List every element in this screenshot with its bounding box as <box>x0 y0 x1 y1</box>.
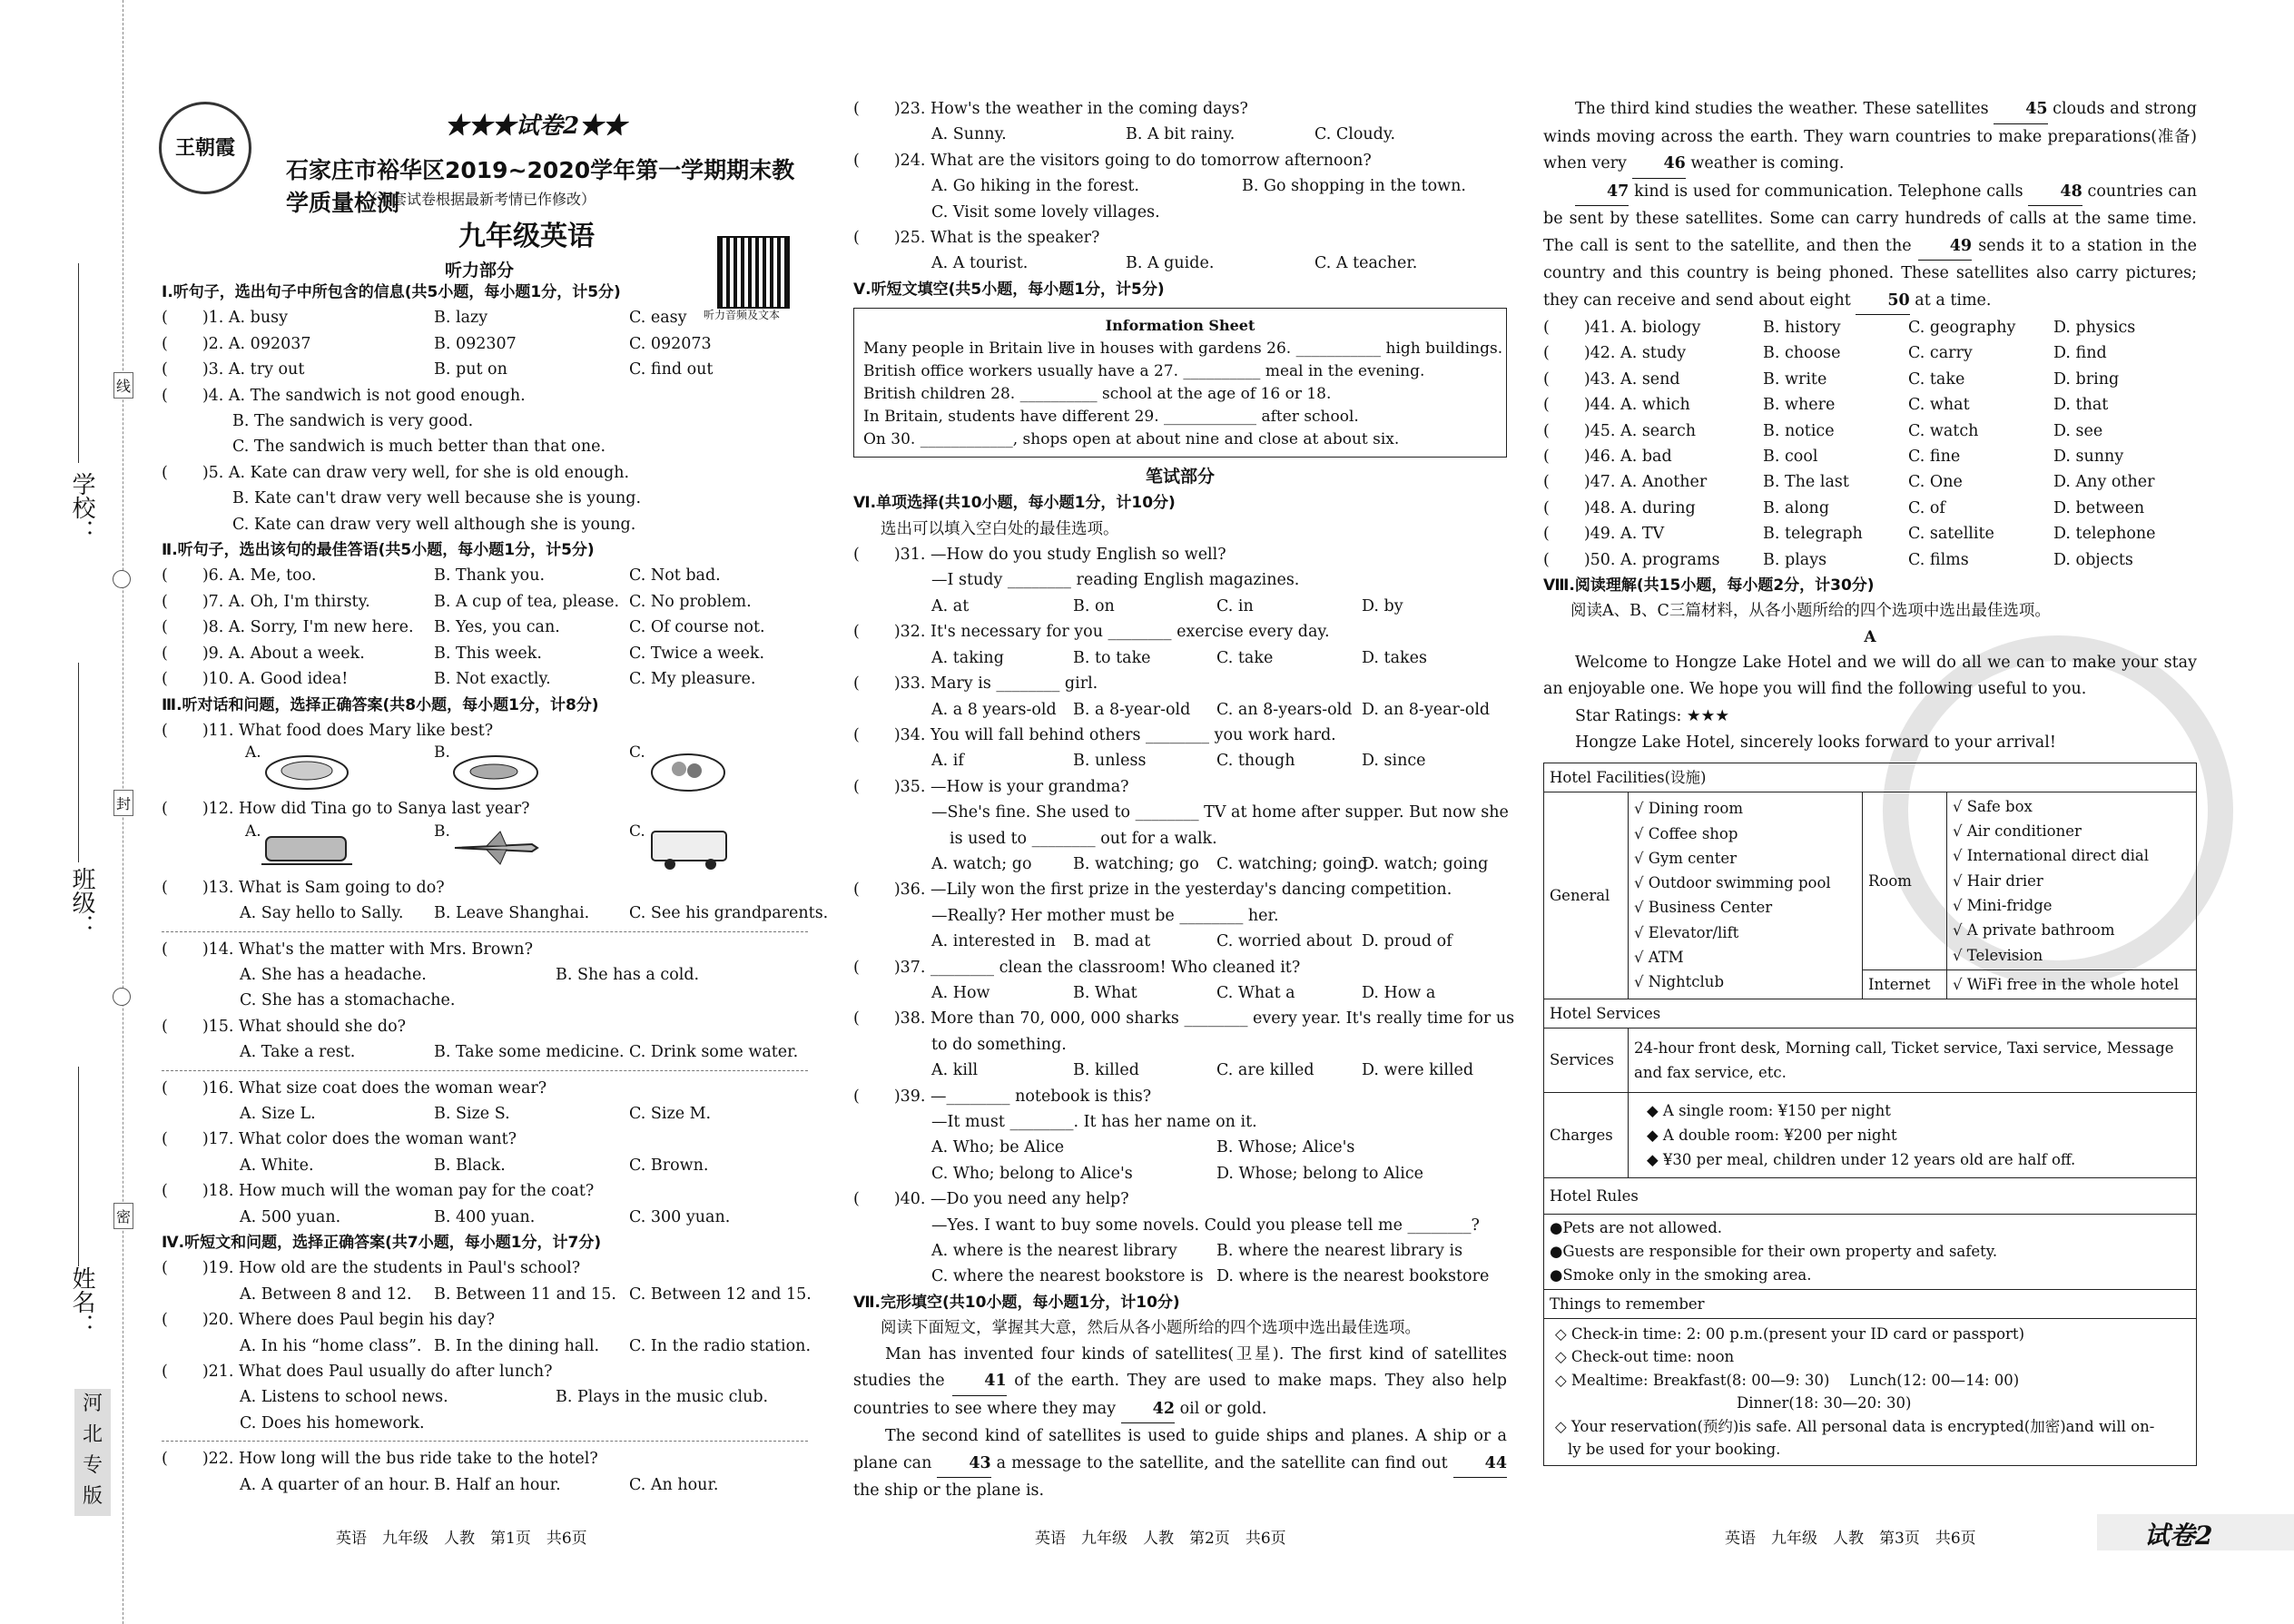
options: A. Say hello to Sally. B. Leave Shanghai. C. See his grandparents. <box>240 904 829 923</box>
question-7[interactable]: ( )7. A. Oh, I'm thirsty. B. A cup of tea, please. C. No problem. <box>162 592 752 611</box>
question-36[interactable]: ( )36. —Lily won the first prize in the yesterday's dancing competition. <box>853 881 1452 900</box>
question-48[interactable]: ( )48. A. during B. along C. of D. between <box>1543 498 2145 517</box>
option: C. Does his homework. <box>240 1413 425 1432</box>
services-text: 24-hour front desk, Morning call, Ticket service, Taxi service, Message and fax service, etc. <box>1629 1028 2197 1092</box>
question-21[interactable]: ( )21. What does Paul usually do after lunch? <box>162 1363 553 1382</box>
remember-heading: Things to remember <box>1544 1289 2197 1318</box>
remember-list: ◇ Check-in time: 2: 00 p.m.(present your ID card or passport) ◇ Check-out time: noon ◇ Mealtime: Breakfast(8: 00—9: 30) Lunch(12: 00—14: 00) Dinner(18: 30—20: 30) ◇ Your reservation(预约)is safe. All personal data is encrypted(加密)and will on- ly be used for your booking. <box>1544 1318 2197 1465</box>
options: A. Listens to school news. B. Plays in the music club. <box>240 1388 769 1407</box>
line-mark: 线 <box>113 372 133 399</box>
blank-42[interactable]: 42 <box>1121 1396 1175 1424</box>
options: A. Sunny. B. A bit rainy. C. Cloudy. <box>931 125 1396 144</box>
internet-label: Internet <box>1863 969 1947 999</box>
page-footer: 英语 九年级 人教 第1页 共6页 <box>336 1530 587 1548</box>
blank-48[interactable]: 48 <box>2028 179 2082 207</box>
options: A. A tourist. B. A guide. C. A teacher. <box>931 254 1418 273</box>
options: A. Take a rest. B. Take some medicine. C. Drink some water. <box>240 1043 799 1062</box>
name-field[interactable] <box>78 1067 79 1266</box>
section-heading: Ⅳ.听短文和问题，选择正确答案(共7小题，每小题1分，计7分) <box>162 1234 602 1252</box>
information-sheet <box>853 308 1507 458</box>
question-49[interactable]: ( )49. A. TV B. telegraph C. satellite D. telephone <box>1543 525 2156 544</box>
options: A. interested in B. mad at C. worried about D. proud of <box>931 932 1452 951</box>
listening-section <box>162 280 829 1498</box>
question-23[interactable]: ( )23. How's the weather in the coming days? <box>853 100 1248 118</box>
question-15[interactable]: ( )15. What should she do? <box>162 1017 407 1036</box>
divider <box>162 1070 808 1071</box>
cloze-passage-cont: The third kind studies the weather. These satellites 45 clouds and strong winds moving across the earth. They warn countries to make preparations(准备) when very 46 weather is coming. 47 kind is used for communication. Telephone calls 48 countries can be sent by these satellites. Some can carry hundreds of calls at the same time. The call is sent to the satellite, and then the 49 sends it to a station in the country and this country is being phoned. These satellites also carry pictures; they can receive and send about eight 50 at a time. <box>1543 96 2197 315</box>
region-badge: 河 北 专 版 <box>74 1389 111 1516</box>
exam-title: 石家庄市裕华区2019~2020学年第一学期期末教学质量检测 <box>286 157 795 216</box>
section-heading: Ⅴ.听短文填空(共5小题，每小题1分，计5分) <box>853 280 1165 299</box>
question-40[interactable]: ( )40. —Do you need any help? <box>853 1190 1129 1209</box>
section-heading: Ⅷ.阅读理解(共15小题，每小题2分，计30分) <box>1543 576 1875 595</box>
question-14[interactable]: ( )14. What's the matter with Mrs. Brown? <box>162 940 533 959</box>
options: A. Between 8 and 12. B. Between 11 and 15. C. Between 12 and 15. <box>240 1284 812 1304</box>
services-label: Services <box>1544 1028 1629 1092</box>
noodles-plate-icon[interactable] <box>261 747 352 792</box>
option: C. Visit some lovely villages. <box>931 202 1160 221</box>
line: —It must ________. It has her name on it. <box>931 1113 1257 1131</box>
seal-mark: 封 <box>113 790 133 816</box>
section-heading: Ⅰ.听句子，选出句子中所包含的信息(共5小题，每小题1分，计5分) <box>162 283 621 301</box>
school-label: 学校： <box>68 472 95 543</box>
page-2 <box>853 0 1515 1624</box>
options: A. 500 yuan. B. 400 yuan. C. 300 yuan. <box>240 1207 731 1226</box>
line: to do something. <box>931 1035 1067 1054</box>
question-37[interactable]: ( )37. ________ clean the classroom! Who cleaned it? <box>853 958 1301 977</box>
options: A. In his “home class”. B. In the dining hall. C. In the radio station. <box>240 1336 812 1355</box>
cloze-passage: Man has invented four kinds of satellites(卫星). The first kind of satellites studies the 41 of the earth. They are used to make maps. They also help countries to see where they may 42 oil or gold. The second kind of satellites is used to guide ships and planes. A ship or a plane can 43 a message to the satellite, and the satellite can find out 44 the ship or the plane is. <box>853 1344 1508 1501</box>
options: C. Who; belong to Alice's D. Whose; belong to Alice <box>931 1164 1423 1183</box>
subject-title: 九年级英语 <box>458 221 595 252</box>
options: A. A quarter of an hour. B. Half an hour. C. An hour. <box>240 1475 719 1494</box>
question-2[interactable]: ( )2. A. 092037 B. 092307 C. 092073 <box>162 334 712 353</box>
brand-logo: 王朝霞 <box>159 102 251 194</box>
school-field[interactable] <box>78 263 79 463</box>
option: C. Kate can draw very well although she is young. <box>232 515 636 534</box>
option: B. Kate can't draw very well because she is young. <box>232 489 642 508</box>
rules-heading: Hotel Rules <box>1544 1177 2197 1214</box>
section-heading: Ⅲ.听对话和问题，选择正确答案(共8小题，每小题1分，计8分) <box>162 695 599 714</box>
section-note: 阅读下面短文，掌握其大意，然后从各小题所给的四个选项中选出最佳选项。 <box>881 1319 1421 1338</box>
question-44[interactable]: ( )44. A. which B. where C. what D. that <box>1543 396 2109 415</box>
question-47[interactable]: ( )47. A. Another B. The last C. One D. Any other <box>1543 473 2155 492</box>
options: A. She has a headache. B. She has a cold. <box>240 965 700 984</box>
question-45[interactable]: ( )45. A. search B. notice C. watch D. see <box>1543 421 2103 440</box>
question-6[interactable]: ( )6. A. Me, too. B. Thank you. C. Not bad. <box>162 566 721 586</box>
class-field[interactable] <box>78 663 79 862</box>
question-17[interactable]: ( )17. What color does the woman want? <box>162 1130 517 1149</box>
blank-49[interactable]: 49 <box>1918 233 1972 261</box>
hotel-info-table <box>1543 763 2197 1466</box>
footer-badge: 试卷2 <box>2097 1514 2294 1550</box>
question-4[interactable]: ( )4. A. The sandwich is not good enough. <box>162 386 526 405</box>
options: A. Go hiking in the forest. B. Go shopping in the town. <box>931 177 1466 196</box>
question-32[interactable]: ( )32. It's necessary for you ________ exercise every day. <box>853 623 1330 642</box>
blank-29[interactable]: In Britain, students have different 29. ____________ after school. <box>863 408 1359 427</box>
class-label: 班级： <box>68 867 95 938</box>
section-heading: Ⅶ.完形填空(共10小题，每小题1分，计10分) <box>853 1293 1180 1312</box>
services-heading: Hotel Services <box>1544 999 2197 1028</box>
question-19[interactable]: ( )19. How old are the students in Paul's school? <box>162 1259 581 1278</box>
info-title: Information Sheet <box>1105 317 1255 335</box>
question-34[interactable]: ( )34. You will fall behind others ________ you work hard. <box>853 725 1336 744</box>
section-note: 阅读A、B、C三篇材料，从各小题所给的四个选项中选出最佳选项。 <box>1570 602 2051 621</box>
question-8[interactable]: ( )8. A. Sorry, I'm new here. B. Yes, you can. C. Of course not. <box>162 618 765 637</box>
question-9[interactable]: ( )9. A. About a week. B. This week. C. Twice a week. <box>162 644 765 663</box>
divider <box>162 1441 808 1442</box>
question-41[interactable]: ( )41. A. biology B. history C. geography D. physics <box>1543 319 2136 337</box>
question-35[interactable]: ( )35. —How is your grandma? <box>853 777 1129 796</box>
line: —I study ________ reading English magazines. <box>931 571 1300 590</box>
fish-plate-icon[interactable] <box>450 747 541 792</box>
bus-icon[interactable] <box>647 826 733 871</box>
page-1 <box>154 0 829 1624</box>
blank-26[interactable]: Many people in Britain live in houses with gardens 26. ___________ high buildings. <box>863 340 1503 359</box>
blank-50[interactable]: 50 <box>1856 288 1909 316</box>
blank-43[interactable]: 43 <box>937 1451 990 1479</box>
question-3[interactable]: ( )3. A. try out B. put on C. find out <box>162 360 714 379</box>
blank-47[interactable]: 47 <box>1575 179 1629 207</box>
binding-hole-icon <box>113 988 131 1006</box>
question-39[interactable]: ( )39. —________ notebook is this? <box>853 1087 1152 1106</box>
listening-label: 听力部分 <box>445 261 515 281</box>
question-24[interactable]: ( )24. What are the visitors going to do tomorrow afternoon? <box>853 151 1372 170</box>
line: —She's fine. She used to ________ TV at home after supper. But now she <box>931 803 1509 822</box>
question-38[interactable]: ( )38. More than 70, 000, 000 sharks ________ every year. It's really time for us <box>853 1009 1515 1029</box>
options: A. a 8 years-old B. a 8-year-old C. an 8-years-old D. an 8-year-old <box>931 700 1491 719</box>
options: A. taking B. to take C. take D. takes <box>931 648 1427 667</box>
options: C. where the nearest bookstore is D. where is the nearest bookstore <box>931 1267 1490 1286</box>
line: is used to ________ out for a walk. <box>950 829 1217 848</box>
blank-28[interactable]: British children 28. __________ school at the age of 16 or 18. <box>863 385 1332 404</box>
charges-list: ◆ A single room: ¥150 per night ◆ A double room: ¥200 per night ◆ ¥30 per meal, children under 12 years old are half off. <box>1629 1092 2197 1177</box>
name-label: 姓名： <box>68 1266 95 1337</box>
page-footer: 英语 九年级 人教 第3页 共6页 <box>1725 1530 1976 1548</box>
general-list: √ Dining room √ Coffee shop √ Gym center √ Outdoor swimming pool √ Business Center √ Elevator/lift √ ATM √ Nightclub <box>1629 792 1863 999</box>
section-heading: Ⅱ.听句子，选出该句的最佳答语(共5小题，每小题1分，计5分) <box>162 541 595 560</box>
binding-hole-icon <box>113 570 131 588</box>
general-label: General <box>1544 792 1629 999</box>
paper-label: ★★★试卷2★★ <box>445 113 627 140</box>
blank-46[interactable]: 46 <box>1632 151 1686 179</box>
rules-list: ●Pets are not allowed. ●Guests are responsible for their own property and safety. ●Smoke only in the smoking area. <box>1544 1214 2197 1289</box>
options: A. How B. What C. What a D. How a <box>931 983 1436 1002</box>
blank-30[interactable]: On 30. ____________, shops open at about nine and close at about six. <box>863 430 1400 449</box>
question-46[interactable]: ( )46. A. bad B. cool C. fine D. sunny <box>1543 448 2124 467</box>
blank-41[interactable]: 41 <box>952 1368 1006 1396</box>
picture-options: A. B. C. <box>162 822 808 875</box>
train-icon[interactable] <box>261 828 352 870</box>
question-50[interactable]: ( )50. A. programs B. plays C. films D. objects <box>1543 550 2133 569</box>
options: A. where is the nearest library B. where the nearest library is <box>931 1242 1463 1261</box>
salad-plate-icon[interactable] <box>647 743 729 794</box>
charges-label: Charges <box>1544 1092 1629 1177</box>
question-25[interactable]: ( )25. What is the speaker? <box>853 229 1100 248</box>
section-heading: Ⅵ.单项选择(共10小题，每小题1分，计10分) <box>853 494 1176 513</box>
question-1[interactable]: ( )1. A. busy B. lazy C. easy <box>162 309 687 328</box>
question-12[interactable]: ( )12. How did Tina go to Sanya last year? <box>162 800 530 819</box>
blank-44[interactable]: 44 <box>1453 1451 1507 1479</box>
question-13[interactable]: ( )13. What is Sam going to do? <box>162 878 445 897</box>
passage-a-intro: Welcome to Hongze Lake Hotel and we will do all we can to make your stay an enjoyable one. We hope you will find the following useful to you. Star Ratings: ★★★ Hongze Lake Hotel, sincerely looks forward to your arrival! <box>1543 653 2197 753</box>
question-33[interactable]: ( )33. Mary is ________ girl. <box>853 674 1098 694</box>
question-31[interactable]: ( )31. —How do you study English so well? <box>853 546 1226 565</box>
question-18[interactable]: ( )18. How much will the woman pay for the coat? <box>162 1182 595 1201</box>
blank-45[interactable]: 45 <box>1994 96 2047 124</box>
question-22[interactable]: ( )22. How long will the bus ride take to the hotel? <box>162 1450 598 1469</box>
options: A. White. B. Black. C. Brown. <box>240 1156 709 1175</box>
page-footer: 英语 九年级 人教 第2页 共6页 <box>1035 1530 1286 1548</box>
exam-note: （本套试卷根据最新考情已作修改） <box>363 191 596 208</box>
page-3 <box>1543 0 2213 1624</box>
divider <box>162 931 808 932</box>
options: A. kill B. killed C. are killed D. were killed <box>931 1061 1474 1080</box>
binding-margin <box>0 0 145 1624</box>
option: B. The sandwich is very good. <box>232 412 474 431</box>
options: A. Size L. B. Size S. C. Size M. <box>240 1104 712 1123</box>
facilities-heading: Hotel Facilities(设施) <box>1544 763 2197 792</box>
picture-options: A. B. C. <box>162 743 808 796</box>
line: —Yes. I want to buy some novels. Could you please tell me ________? <box>931 1216 1480 1235</box>
question-43[interactable]: ( )43. A. send B. write C. take D. bring <box>1543 369 2120 389</box>
option: C. The sandwich is much better than that one. <box>232 438 606 457</box>
section-note: 选出可以填入空白处的最佳选项。 <box>881 519 1119 538</box>
question-5[interactable]: ( )5. A. Kate can draw very well, for she is old enough. <box>162 463 630 482</box>
mi-mark: 密 <box>113 1203 133 1229</box>
line: —Really? Her mother must be ________ her. <box>931 906 1279 925</box>
question-10[interactable]: ( )10. A. Good idea! B. Not exactly. C. My pleasure. <box>162 670 756 689</box>
plane-icon[interactable] <box>450 826 541 868</box>
blank-27[interactable]: British office workers usually have a 27. __________ meal in the evening. <box>863 362 1425 381</box>
room-label: Room <box>1863 792 1947 969</box>
options: A. if B. unless C. though D. since <box>931 752 1426 771</box>
room-list: √ Safe box √ Air conditioner √ International direct dial √ Hair drier √ Mini-fridge √ A private bathroom √ Television <box>1947 792 2197 969</box>
options: A. at B. on C. in D. by <box>931 596 1403 615</box>
writing-label: 笔试部分 <box>1145 467 1215 487</box>
question-42[interactable]: ( )42. A. study B. choose C. carry D. find <box>1543 344 2107 363</box>
options: A. watch; go B. watching; go C. watching; going D. watch; going <box>931 854 1489 873</box>
question-16[interactable]: ( )16. What size coat does the woman wear? <box>162 1078 547 1097</box>
internet-list: √ WiFi free in the whole hotel <box>1947 969 2197 999</box>
question-11[interactable]: ( )11. What food does Mary like best? <box>162 721 494 740</box>
qr-caption: 听力音频及文本 <box>704 309 781 321</box>
passage-label: A <box>1864 627 1876 646</box>
question-20[interactable]: ( )20. Where does Paul begin his day? <box>162 1311 495 1330</box>
options: A. Who; be Alice B. Whose; Alice's <box>931 1138 1355 1157</box>
option: C. She has a stomachache. <box>240 991 456 1010</box>
